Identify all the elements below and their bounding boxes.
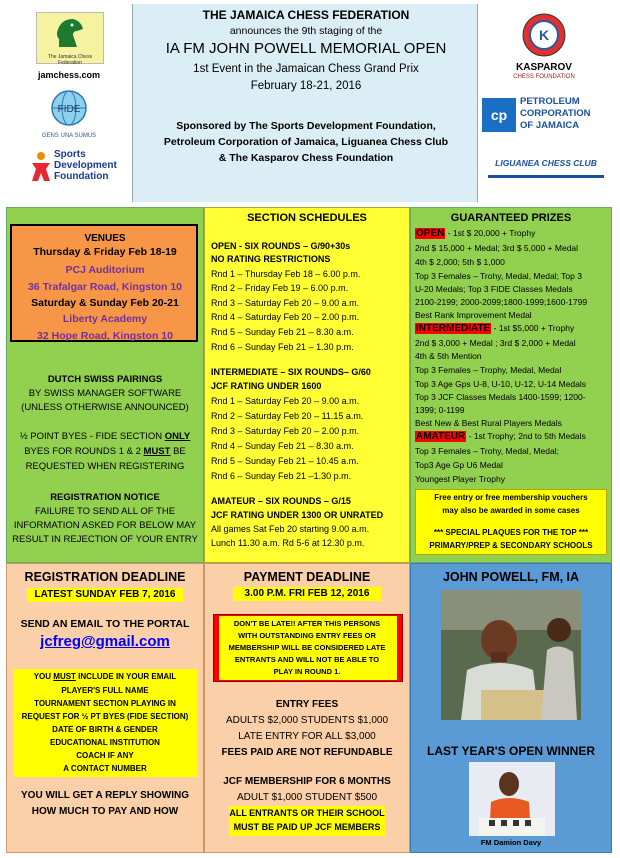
venue-2-place: Liberty Academy: [62, 313, 148, 325]
payment-column: [204, 563, 410, 853]
jcf-logo-caption: The Jamaica Chess Federation: [47, 54, 93, 66]
membership-line-3: ALL ENTRANTS OR THEIR SCHOOL: [229, 808, 385, 818]
open-round: Rnd 5 – Sunday Feb 21 – 8.30 a.m.: [211, 327, 354, 337]
liguanea-logo: [488, 152, 604, 178]
requirement-item: REQUEST FOR ½ PT BYES (FIDE SECTION): [21, 712, 189, 721]
open-prize-line: 2100-2199; 2000-2099;1800-1999;1600-1799: [415, 297, 588, 307]
late-warning-line: WITH OUTSTANDING ENTRY FEES OR: [238, 631, 376, 640]
byes-only: ONLY: [164, 431, 191, 442]
open-round: Rnd 1 – Thursday Feb 18 – 6.00 p.m.: [211, 269, 361, 279]
winner-heading: LAST YEAR'S OPEN WINNER: [427, 744, 595, 758]
byes-text-2: BYES FOR ROUNDS 1 & 2: [24, 446, 144, 457]
chess-player-photo: [441, 590, 581, 720]
open-round: Rnd 3 – Saturday Feb 20 – 9.00 a.m.: [211, 298, 360, 308]
int-prize-line: Top 3 JCF Classes Medals 1400-1599; 1200-: [415, 392, 586, 402]
open-prize-line: 2nd $ 15,000 + Medal; 3rd $ 5,000 + Medal: [415, 243, 579, 253]
int-prize-line: 1399; 0-1199: [415, 405, 465, 415]
am-schedule-2: Lunch 11.30 a.m. Rd 5-6 at 12.30 p.m.: [211, 538, 365, 548]
open-round: Rnd 2 – Friday Feb 19 – 6.00 p.m.: [211, 283, 349, 293]
open-prize-line: 4th $ 2,000; 5th $ 1,000: [415, 257, 505, 267]
voucher-line-1: Free entry or free membership vouchers: [434, 493, 588, 502]
payment-time: 3.00 P.M. FRI FEB 12, 2016: [244, 588, 370, 599]
requirement-item: PLAYER'S FULL NAME: [61, 686, 149, 695]
must-include-line: [7, 672, 203, 681]
late-warning-line: PLAY IN ROUND 1.: [273, 667, 341, 676]
must-include-a: YOU: [33, 672, 54, 681]
int-prize-row: [415, 323, 574, 334]
int-prize-line: 4th & 5th Mention: [415, 351, 482, 361]
int-prize-line: Top 3 Females – Trophy, Medal, Medal: [415, 365, 562, 375]
pairings-line-2: BY SWISS MANAGER SOFTWARE: [28, 388, 182, 399]
venue-1-place: PCJ Auditorium: [65, 264, 145, 276]
registration-heading: REGISTRATION DEADLINE: [24, 570, 186, 584]
right-logos: [478, 4, 612, 202]
sdf-logo: [30, 147, 130, 191]
fees-line-2: LATE ENTRY FOR ALL $3,000: [238, 731, 376, 742]
am-prize-row: [415, 431, 586, 442]
membership-line-1: JCF MEMBERSHIP FOR 6 MONTHS: [223, 776, 391, 787]
requirement-item: TOURNAMENT SECTION PLAYING IN: [34, 699, 176, 708]
registration-latest: LATEST SUNDAY FEB 7, 2016: [34, 589, 176, 600]
int-prize-first: - 1st $5,000 + Trophy: [491, 323, 575, 333]
open-prize-line: Top 3 Females – Trohy, Medal, Medal; Top 3: [415, 271, 582, 281]
athlete-icon: [30, 151, 52, 183]
venue-1-address: 36 Trafalgar Road, Kingston 10: [27, 281, 183, 293]
plaques-line-1: *** SPECIAL PLAQUES FOR THE TOP ***: [433, 528, 589, 537]
int-round: Rnd 5 – Sunday Feb 21 – 10.45 a.m.: [211, 456, 359, 466]
int-round: Rnd 1 – Saturday Feb 20 – 9.00 a.m.: [211, 396, 360, 406]
must-include-c: INCLUDE IN YOUR EMAIL: [75, 672, 177, 681]
reply-line-2: HOW MUCH TO PAY AND HOW: [31, 806, 179, 817]
pcj-logo: [482, 92, 610, 138]
registration-send: SEND AN EMAIL TO THE PORTAL: [20, 618, 190, 630]
notice-line-3: INFORMATION ASKED FOR BELOW MAY: [13, 520, 197, 531]
notice-heading: REGISTRATION NOTICE: [50, 492, 160, 503]
kasparov-emblem-icon: [521, 12, 567, 58]
venue-1-days: Thursday & Friday Feb 18-19: [33, 246, 177, 258]
powell-column: [410, 563, 612, 853]
voucher-line-2: may also be awarded in some cases: [442, 506, 580, 515]
grand-prix-line: 1st Event in the Jamaican Chess Grand Prix: [193, 63, 419, 75]
venue-2-days: Saturday & Sunday Feb 20-21: [31, 297, 179, 309]
byes-line-3: REQUESTED WHEN REGISTERING: [25, 461, 185, 472]
int-round: Rnd 3 – Saturday Feb 20 – 2.00 p.m.: [211, 426, 360, 436]
am-section-title: AMATEUR – SIX ROUNDS – G/15: [211, 496, 351, 506]
late-warning-line: ENTRANTS AND WILL NOT BE ABLE TO: [234, 655, 380, 664]
powell-heading: JOHN POWELL, FM, IA: [442, 570, 580, 584]
int-round: Rnd 4 – Sunday Feb 21 – 8.30 a.m.: [211, 441, 354, 451]
int-round: Rnd 6 – Sunday Feb 21 –1.30 p.m.: [211, 471, 352, 481]
fide-logo: [39, 88, 99, 138]
requirement-item: DATE OF BIRTH & GENDER: [52, 725, 158, 734]
schedule-heading: SECTION SCHEDULES: [247, 212, 367, 224]
open-round: Rnd 6 – Sunday Feb 21 – 1.30 p.m.: [211, 342, 354, 352]
kasparov-name: KASPAROV: [516, 62, 572, 73]
open-round: Rnd 4 – Saturday Feb 20 – 2.00 p.m.: [211, 312, 360, 322]
requirement-item: A CONTACT NUMBER: [63, 764, 147, 773]
requirement-item: EDUCATIONAL INSTITUTION: [50, 738, 160, 747]
open-section-title: OPEN - SIX ROUNDS – G/90+30s: [211, 241, 351, 251]
open-prize-tag: OPEN: [416, 228, 445, 239]
fide-logo-text: FIDE: [57, 104, 81, 115]
membership-line-4: MUST BE PAID UP JCF MEMBERS: [233, 822, 381, 832]
am-prize-line: Top3 Age Gp U6 Medal: [415, 460, 503, 470]
notice-line-2: FAILURE TO SEND ALL OF THE: [34, 506, 176, 517]
int-prize-line: Best New & Best Rural Players Medals: [415, 418, 562, 428]
requirement-item: COACH IF ANY: [76, 751, 134, 760]
int-prize-tag: INTERMEDIATE: [416, 323, 491, 334]
byes-line-1: [7, 431, 203, 442]
pcj-mark: cp: [482, 98, 516, 132]
venues-heading: VENUES: [84, 233, 126, 244]
sdf-word-1: Sports: [54, 149, 86, 160]
powell-photo: [441, 590, 581, 720]
winner-photo: [469, 762, 555, 836]
payment-heading: PAYMENT DEADLINE: [243, 570, 371, 584]
kasparov-sub: CHESS FOUNDATION: [513, 74, 575, 80]
am-prize-line: Top 3 Females – Trohy, Medal, Medal;: [415, 446, 559, 456]
fide-globe-icon: [39, 88, 99, 128]
jcf-logo: [36, 12, 104, 64]
registration-column: [6, 563, 204, 853]
knight-icon: [37, 13, 103, 49]
pcj-word-2: CORPORATION: [520, 108, 591, 119]
sdf-word-2: Development: [54, 160, 117, 171]
am-prize-line: Youngest Player Trophy: [415, 474, 505, 484]
venues-column: [6, 207, 204, 563]
am-schedule-1: All games Sat Feb 20 starting 9.00 a.m.: [211, 524, 370, 534]
title-box: [132, 4, 478, 202]
pcj-word-1: PETROLEUM: [520, 96, 580, 107]
pairings-line-1: DUTCH SWISS PAIRINGS: [47, 374, 163, 385]
late-warning-line: MEMBERSHIP WILL BE CONSIDERED LATE: [228, 643, 386, 652]
int-prize-line: 2nd $ 3,000 + Medal ; 3rd $ 2,000 + Medal: [415, 338, 576, 348]
announce-line: announces the 9th staging of the: [229, 25, 383, 37]
sdf-word-3: Foundation: [54, 171, 109, 182]
fees-line-3: FEES PAID ARE NOT REFUNDABLE: [221, 747, 393, 758]
open-prize-row: [415, 228, 535, 239]
fees-line-1: ADULTS $2,000 STUDENTS $1,000: [225, 715, 389, 726]
open-prize-first: - 1st $ 20,000 + Trophy: [445, 228, 536, 238]
prizes-heading: GUARANTEED PRIZES: [450, 212, 572, 224]
membership-line-2: ADULT $1,000 STUDENT $500: [236, 792, 378, 803]
kasparov-emblem-letter: K: [538, 27, 550, 43]
byes-text-1: ½ POINT BYES - FIDE SECTION: [19, 431, 165, 442]
byes-line-2: [7, 446, 203, 457]
prizes-column: [410, 207, 612, 563]
open-section-sub: NO RATING RESTRICTIONS: [211, 254, 331, 264]
am-prize-tag: AMATEUR: [416, 431, 466, 442]
registration-email[interactable]: jcfreg@gmail.com: [40, 633, 170, 650]
org-name: THE JAMAICA CHESS FEDERATION: [202, 8, 410, 22]
schedule-column: [204, 207, 410, 563]
int-section-sub: JCF RATING UNDER 1600: [211, 381, 322, 391]
int-prize-line: Top 3 Age Gps U-8, U-10, U-12, U-14 Medals: [415, 379, 587, 389]
byes-must: MUST: [143, 446, 171, 457]
sponsor-line-2: Petroleum Corporation of Jamaica, Liguanea Chess Club: [163, 136, 449, 148]
int-round: Rnd 2 – Saturday Feb 20 – 11.15 a.m.: [211, 411, 364, 421]
open-prize-line: U-20 Medals; Top 3 FIDE Classes Medals: [415, 284, 573, 294]
liguanea-name: LIGUANEA CHESS CLUB: [495, 158, 597, 168]
event-dates: February 18-21, 2016: [250, 80, 362, 92]
sponsor-line-3: & The Kasparov Chess Foundation: [218, 152, 394, 164]
fide-motto: GENS UNA SUMUS: [41, 133, 97, 139]
venue-2-address: 32 Hope Road, Kingston 10: [37, 330, 173, 342]
plaques-line-2: PRIMARY/PREP & SECONDARY SCHOOLS: [429, 541, 593, 550]
must-include-b: MUST: [53, 672, 76, 681]
reply-line-1: YOU WILL GET A REPLY SHOWING: [21, 790, 189, 801]
pairings-line-3: (UNLESS OTHERWISE ANNOUNCED): [21, 402, 189, 413]
fees-heading: ENTRY FEES: [275, 699, 339, 710]
late-warning-line: DON'T BE LATE!! AFTER THIS PERSONS: [233, 619, 381, 628]
am-prize-first: - 1st Trophy; 2nd to 5th Medals: [466, 431, 586, 441]
event-name: IA FM JOHN POWELL MEMORIAL OPEN: [165, 40, 447, 57]
pcj-word-3: OF JAMAICA: [520, 120, 580, 131]
winner-caption: FM Damion Davy: [480, 838, 542, 847]
notice-line-4: RESULT IN REJECTION OF YOUR ENTRY: [12, 534, 198, 545]
site-url: jamchess.com: [37, 70, 101, 80]
am-section-sub: JCF RATING UNDER 1300 OR UNRATED: [211, 510, 384, 520]
int-section-title: INTERMEDIATE – SIX ROUNDS– G/60: [211, 367, 371, 377]
sponsor-line-1: Sponsored by The Sports Development Foundation,: [176, 120, 436, 132]
kasparov-logo: [494, 12, 594, 84]
byes-text-3: BE: [170, 446, 186, 457]
left-logos: [6, 4, 132, 202]
open-prize-line: Best Rank Improvement Medal: [415, 310, 532, 320]
winner-player-photo: [469, 762, 555, 836]
